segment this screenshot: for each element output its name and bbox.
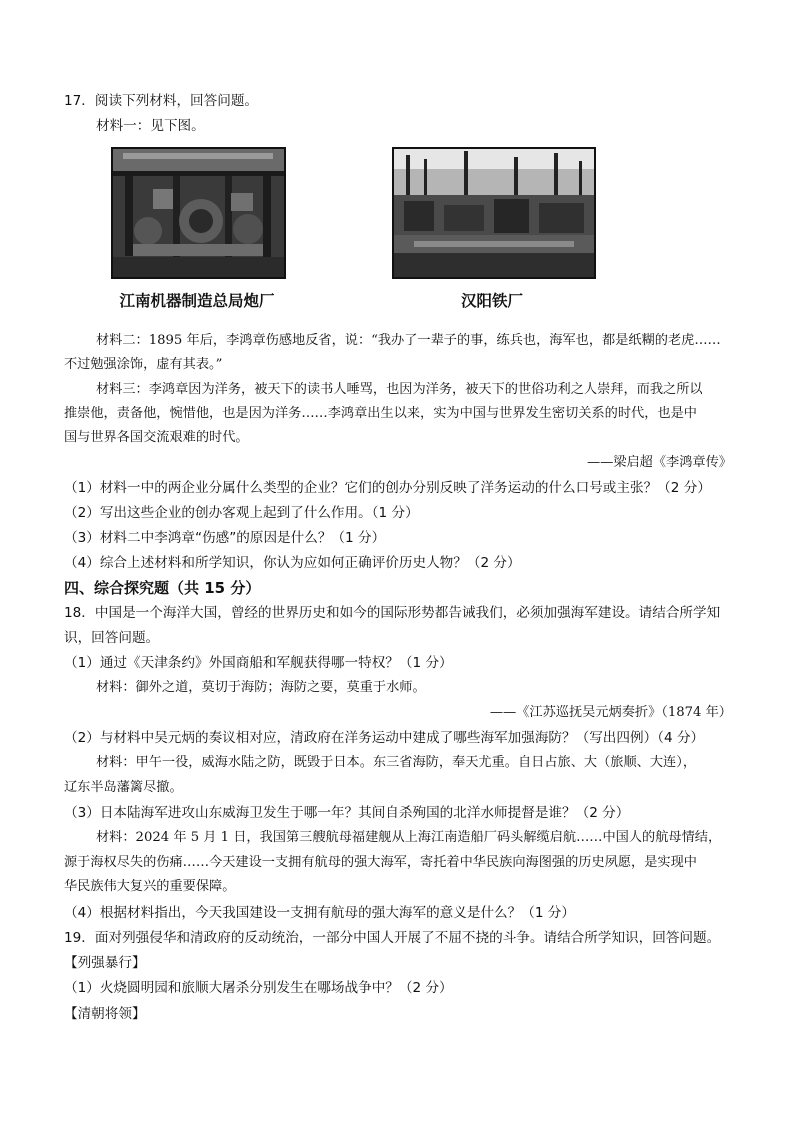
section4-title: 四、综合探究题（共 15 分） (64, 579, 261, 597)
jiangnan-arsenal-caption: 江南机器制造总局炮厂 (119, 292, 275, 310)
q19-sub1: （1）火烧圆明园和旅顺大屠杀分别发生在哪场战争中？（2 分） (64, 980, 453, 996)
q18-material1: 材料：御外之道，莫切于海防；海防之要，莫重于水师。 (96, 680, 426, 695)
hanyang-iron-works-caption: 汉阳铁厂 (460, 292, 523, 310)
q17-material2-line2: 不过勉强涂饰，虚有其表。” (64, 357, 223, 372)
iron-works-image (394, 149, 594, 277)
q17-material3-line3: 国与世界各国交流艰难的时代。 (64, 430, 249, 445)
q17-sub3: （3）材料二中李鸿章“伤感”的原因是什么？（1 分） (64, 530, 386, 546)
q18-material2-line1: 材料：甲午一役，威海水陆之防，既毁于日本。东三省海防，奉天尤重。自日占旅、大（旅顺、大连）， (96, 755, 697, 770)
q18-sub3: （3）日本陆海军进攻山东威海卫发生于哪一年？其间自杀殉国的北洋水师提督是谁？（2 分） (64, 805, 630, 821)
q18-material3-line2: 源于海权尽失的伤痛……今天建设一支拥有航母的强大海军，寄托着中华民族向海图强的历史夙愿，是实现中 (64, 855, 697, 870)
q17-material3-source: ——梁启超《李鸿章传》 (586, 455, 732, 470)
q18-sub4: （4）根据材料指出，今天我国建设一支拥有航母的强大海军的意义是什么？（1 分） (64, 905, 575, 921)
q19-stem: 19．面对列强侵华和清政府的反动统治，一部分中国人开展了不屈不挠的斗争。请结合所学知识，回答问题。 (64, 930, 721, 946)
q17-stem: 17．阅读下列材料，回答问题。 (64, 93, 259, 109)
q18-material1-source: ——《江苏巡抚吴元炳奏折》（1874 年） (489, 705, 732, 720)
q19-heading-qing-generals: 【清朝将领】 (64, 1006, 146, 1022)
q18-material3-line3: 华民族伟大复兴的重要保障。 (64, 879, 236, 894)
jiangnan-arsenal-photo (111, 147, 286, 279)
q18-material3-line1: 材料：2024 年 5 月 1 日，我国第三艘航母福建舰从上海江南造船厂码头解缆启航……中国人的航母情结， (96, 830, 722, 845)
q18-stem-line1: 18．中国是一个海洋大国，曾经的世界历史和如今的国际形势都告诫我们，必须加强海军建设。请结合所学知 (64, 605, 721, 621)
q18-sub1: （1）通过《天津条约》外国商船和军舰获得哪一特权？（1 分） (64, 655, 453, 671)
q17-material3-line2: 推崇他，责备他，惋惜他，也是因为洋务……李鸿章出生以来，实为中国与世界发生密切关系的时代，也是中 (64, 406, 697, 421)
q17-sub4: （4）综合上述材料和所学知识，你认为应如何正确评价历史人物？（2 分） (64, 555, 521, 571)
q18-stem-line2: 识，回答问题。 (64, 630, 160, 646)
hanyang-iron-works-photo (392, 147, 596, 279)
q18-sub2: （2）与材料中吴元炳的奏议相对应，清政府在洋务运动中建成了哪些海军加强海防？（写出四例）（4 分） (64, 730, 705, 746)
q17-material3-line1: 材料三：李鸿章因为洋务，被天下的读书人唾骂，也因为洋务，被天下的世俗功利之人崇拜，而我之所以 (96, 382, 703, 397)
q17-sub2: （2）写出这些企业的创办客观上起到了什么作用。（1 分） (64, 505, 419, 521)
q17-sub1: （1）材料一中的两企业分属什么类型的企业？它们的创办分别反映了洋务运动的什么口号或主张？（2 分） (64, 480, 711, 496)
q17-material1-label: 材料一：见下图。 (96, 118, 205, 134)
q19-heading-powers-atrocities: 【列强暴行】 (64, 955, 146, 971)
q18-material2-line2: 辽东半岛藩篱尽撤。 (64, 780, 183, 795)
factory-interior-image (113, 149, 284, 277)
q17-material2-line1: 材料二：1895 年后，李鸿章伤感地反省，说：“我办了一辈子的事，练兵也，海军也，都是纸糊的老虎…… (96, 333, 721, 348)
